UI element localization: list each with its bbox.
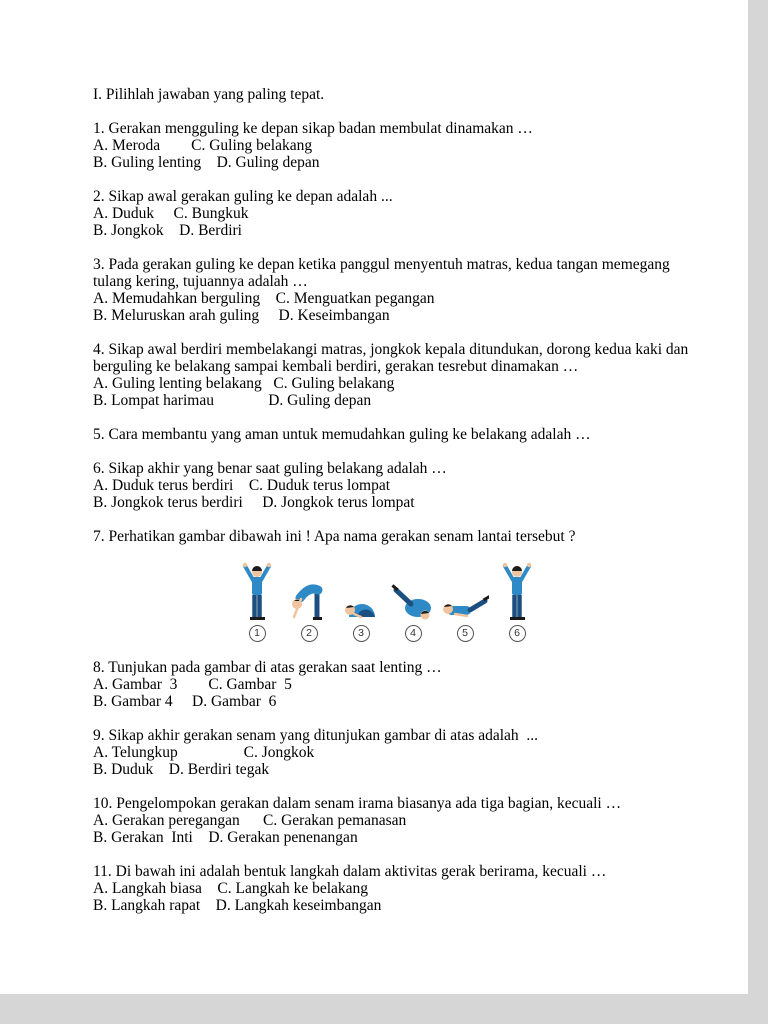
gymnast-lying-legs-extended-icon	[441, 559, 489, 621]
figure-frame	[493, 559, 541, 642]
question-text: 6. Sikap akhir yang benar saat guling belakang adalah …	[93, 460, 447, 477]
question-text: 11. Di bawah ini adalah bentuk langkah dalam aktivitas gerak berirama, kecuali …	[93, 863, 607, 880]
answer-option-line: B. Gambar 4 D. Gambar 6	[93, 693, 277, 710]
answer-option-line: A. Gerakan peregangan C. Gerakan pemanasan	[93, 812, 407, 829]
question-text: 9. Sikap akhir gerakan senam yang ditunjukan gambar di atas adalah ...	[93, 727, 539, 744]
answer-option-line: A. Duduk terus berdiri C. Duduk terus lompat	[93, 477, 391, 494]
answer-option-line: A. Memudahkan berguling C. Menguatkan pegangan	[93, 290, 435, 307]
answer-option-line: B. Lompat harimau D. Guling depan	[93, 392, 372, 409]
question-text: 10. Pengelompokan gerakan dalam senam irama biasanya ada tiga bagian, kecuali …	[93, 795, 622, 812]
roll-sequence-illustration	[233, 559, 693, 642]
question-block	[93, 659, 693, 710]
question-block	[93, 256, 693, 324]
answer-option-line: B. Jongkok D. Berdiri	[93, 222, 242, 239]
question-block	[93, 863, 693, 914]
question-list	[93, 120, 693, 914]
answer-option-line: B. Langkah rapat D. Langkah keseimbangan	[93, 897, 382, 914]
gymnast-standing-arms-up-icon	[493, 559, 541, 621]
question-text: 3. Pada gerakan guling ke depan ketika panggul menyentuh matras, kedua tangan memegang tulang kering, tujuannya adalah …	[93, 256, 674, 290]
figure-frame	[233, 559, 281, 642]
frame-number-badge: 4	[405, 625, 422, 642]
question-block	[93, 795, 693, 846]
frame-number-badge: 5	[457, 625, 474, 642]
question-block	[93, 188, 693, 239]
answer-option-line: B. Gerakan Inti D. Gerakan penenangan	[93, 829, 358, 846]
frame-number-badge: 3	[353, 625, 370, 642]
question-text: 8. Tunjukan pada gambar di atas gerakan saat lenting …	[93, 659, 442, 676]
figure-frame	[389, 559, 437, 642]
question-block	[93, 341, 693, 409]
question-text: 7. Perhatikan gambar dibawah ini ! Apa nama gerakan senam lantai tersebut ?	[93, 528, 576, 545]
instruction-heading: I. Pilihlah jawaban yang paling tepat.	[93, 86, 325, 103]
answer-option-line: A. Gambar 3 C. Gambar 5	[93, 676, 292, 693]
gymnast-standing-arms-up-icon	[233, 559, 281, 621]
question-block	[93, 727, 693, 778]
answer-option-line: B. Guling lenting D. Guling depan	[93, 154, 320, 171]
question-text: 1. Gerakan mengguling ke depan sikap badan membulat dinamakan …	[93, 120, 533, 137]
answer-option-line: A. Meroda C. Guling belakang	[93, 137, 313, 154]
question-text: 4. Sikap awal berdiri membelakangi matras, jongkok kepala ditundukan, dorong kedua kaki dan berguling ke belakang sampai kembali berdiri, gerakan tesrebut dinamakan …	[93, 341, 693, 375]
question-block	[93, 460, 693, 511]
figure-frame	[285, 559, 333, 642]
figure-frame	[441, 559, 489, 642]
answer-option-line: A. Duduk C. Bungkuk	[93, 205, 249, 222]
gymnast-roll-back-legs-over-icon	[389, 559, 437, 621]
frame-number-badge: 2	[301, 625, 318, 642]
frame-number-badge: 1	[249, 625, 266, 642]
frame-number-badge: 6	[509, 625, 526, 642]
question-text: 2. Sikap awal gerakan guling ke depan adalah ...	[93, 188, 393, 205]
answer-option-line: A. Langkah biasa C. Langkah ke belakang	[93, 880, 369, 897]
figure-frame	[337, 559, 385, 642]
answer-option-line: B. Jongkok terus berdiri D. Jongkok terus lompat	[93, 494, 415, 511]
answer-option-line: A. Guling lenting belakang C. Guling belakang	[93, 375, 395, 392]
question-text: 5. Cara membantu yang aman untuk memudahkan guling ke belakang adalah …	[93, 426, 591, 443]
answer-option-line: B. Duduk D. Berdiri tegak	[93, 761, 270, 778]
gymnast-bend-forward-icon	[285, 559, 333, 621]
question-block	[93, 426, 693, 443]
gymnast-tuck-roll-icon	[337, 559, 385, 621]
question-block	[93, 528, 693, 642]
answer-option-line: B. Meluruskan arah guling D. Keseimbangan	[93, 307, 390, 324]
answer-option-line: A. Telungkup C. Jongkok	[93, 744, 315, 761]
question-block	[93, 120, 693, 171]
